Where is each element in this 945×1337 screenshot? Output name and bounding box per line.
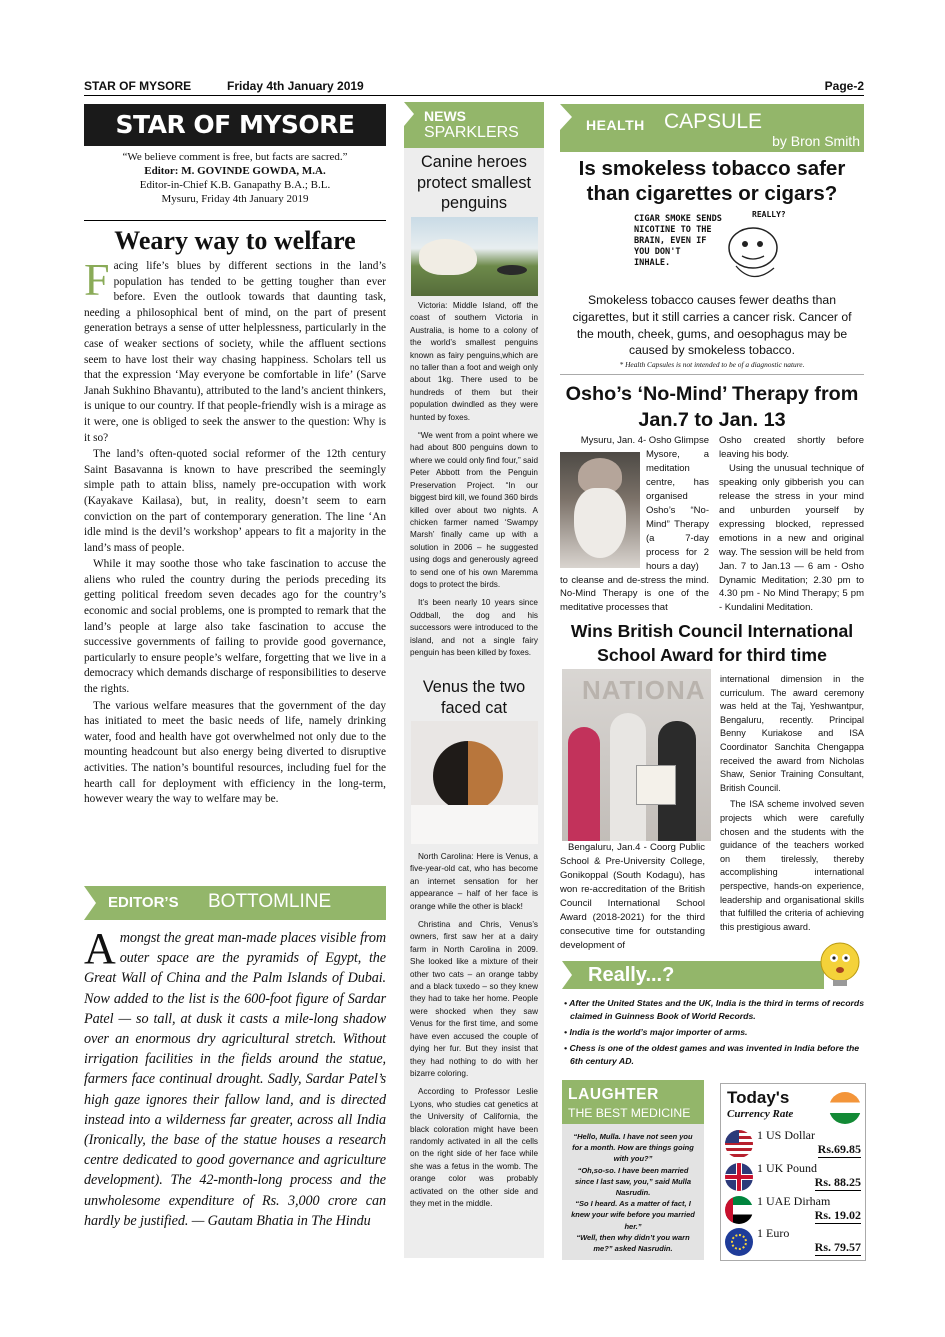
award-photo <box>562 669 711 841</box>
rate-value: Rs. 88.25 <box>814 1175 861 1189</box>
venus-headline: Venus the two faced cat <box>422 678 526 717</box>
sparklers-banner <box>404 102 544 148</box>
osho-photo <box>560 452 640 568</box>
health-label-1: HEALTH <box>586 117 645 133</box>
rate-row <box>725 1128 863 1160</box>
divider <box>84 220 386 221</box>
penguin-dog-photo <box>411 217 538 296</box>
masthead-info <box>84 150 386 206</box>
running-head-date: Friday 4th January 2019 <box>227 79 364 93</box>
cartoon-text: NICOTINE TO THE <box>634 225 712 235</box>
rate-row <box>725 1194 863 1226</box>
cartoon-text: INHALE. <box>634 258 671 268</box>
laughter-banner <box>562 1080 704 1124</box>
bottomline-banner <box>84 886 386 920</box>
joke-line: “Oh,so-so. I have been married since I last saw, you,” said Mulla Nasrudin. <box>574 1165 691 1198</box>
rate-row <box>725 1161 863 1193</box>
health-label-2: CAPSULE <box>664 110 763 133</box>
osho-right <box>719 434 864 615</box>
cartoon-balloon: REALLY? <box>752 210 786 219</box>
really-label: Really...? <box>588 964 675 986</box>
rate-value: Rs. 19.02 <box>814 1208 861 1222</box>
editorial-body <box>84 254 386 809</box>
editorial-title: Weary way to welfare <box>114 226 356 255</box>
penguin-shape <box>497 265 527 275</box>
story-paragraph: According to Professor Leslie Lyons, who studies cat genetics at the University of California, the black coloration might have been randomly activated in all the cells on the right side of her face while she was a fetus in the womb. The orange color was probably activated on the other side and they met in the middle. <box>410 1087 538 1208</box>
pillow <box>411 805 538 844</box>
rate-subtitle: Currency Rate <box>727 1108 794 1120</box>
rate-value: Rs. 79.57 <box>814 1240 861 1254</box>
rate-row <box>725 1226 863 1258</box>
fact-text: India is the world’s major importer of arms. <box>569 1027 748 1037</box>
chief-editor-line: Editor-in-Chief K.B. Ganapathy B.A.; B.L. <box>139 179 331 191</box>
list-item: • Chess is one of the oldest games and was invented in India before the 6th century AD. <box>564 1043 860 1066</box>
list-item: • After the United States and the UK, India is the third in terms of records claimed in Guinness Book of World Records. <box>564 998 865 1021</box>
council-right <box>720 673 864 934</box>
cartoon-text: CIGAR SMOKE SENDS <box>634 214 722 224</box>
banner-notch <box>404 102 414 126</box>
health-note: * Health Capsules is not intended to be of a diagnostic nature. <box>619 360 805 369</box>
laughter-joke <box>568 1131 698 1254</box>
banner-notch <box>562 961 572 989</box>
sparklers-label-1: NEWS <box>424 108 466 124</box>
council-paragraph: The ISA scheme involved seven projects which were carefully chosen and the students with the guidance of the teachers worked on them tirelessly, thereby accomplishing international perspective, hands-on experience, leadership and organisational skills that fulfilled the criteria of achieving this prestigious award. <box>720 799 864 932</box>
joke-line: “Well, then why didn’t you warn me?” asked Nasrudin. <box>576 1232 690 1254</box>
rate-unit: 1 UAE Dirham <box>757 1194 831 1208</box>
editorial-paragraph: acing life’s blues by different sections in the land’s population has tended to be getting tougher than ever before. Even the outlook towards that daunting task, needing a philosophical bent of mind, on the part of present generation betrays a sense of utter helplessness, particularly in the case of weaker sections of society, while the affluent sections seem to have lost their way chasing happiness. Scholars tell us that the expression ‘May everyone be comfortable in life’ (Sarve Janah Sukhino Bhavantu), attributed to the land’s ancient thinkers, is unique to our country. If that people-friendly wish is a mirage as it were, one is obliged to seek the answer to the question: Why is it so? <box>84 260 386 444</box>
certificate-shape <box>636 765 676 805</box>
health-byline: by Bron Smith <box>772 133 860 149</box>
laughter-label-2: THE BEST MEDICINE <box>568 1106 691 1120</box>
osho-headline: Osho’s ‘No-Mind’ Therapy from Jan.7 to Jan. 13 <box>565 383 859 431</box>
running-head <box>84 78 864 96</box>
penguin-headline: Canine heroes protect smallest penguins <box>416 153 531 212</box>
banner-notch <box>84 886 96 920</box>
laughter-label-1: LAUGHTER <box>568 1086 659 1103</box>
bottomline-text <box>84 924 386 1231</box>
osho-lead: Mysuru, Jan. 4- Osho Glimpse <box>580 435 709 446</box>
editorial-paragraph: The various welfare measures that the government of the day has initiated to meet the basic needs of life, namely drinking water, food and health have got overwhelmed not only due to the mounting headcount but also energy being diverted to disruptive activities. The nation’s bountiful resources, including fuel for the hearth call for deployment with efficiency in the long-term, however weary the way to welfare may be. <box>84 699 386 806</box>
rate-value: Rs.69.85 <box>817 1142 861 1156</box>
drop-cap: F <box>84 254 110 305</box>
us-flag-icon <box>725 1130 753 1158</box>
osho-paragraph: Osho created shortly before leaving his body. <box>719 435 864 460</box>
running-head-paper: STAR OF MYSORE <box>84 79 192 93</box>
motto: “We believe comment is free, but facts are sacred.” <box>122 151 348 163</box>
photo-backdrop-text: NATIONA <box>582 675 706 705</box>
health-cartoon <box>634 210 784 290</box>
masthead-title: STAR OF MYSORE <box>84 104 386 146</box>
india-flag-icon <box>829 1092 861 1124</box>
bottomline-label-2: BOTTOMLINE <box>208 891 332 912</box>
story-paragraph: Victoria: Middle Island, off the coast of southern Victoria in Australia, is home to a colony of the world’s smallest penguins known as fairy penguins,which are no taller than a foot and weigh only about 1kg. There used to be hundreds of them but their population dwindled as they were hunted by foxes. <box>410 301 538 422</box>
cartoon-figure-icon <box>722 222 784 288</box>
osho-continued: to cleanse and de-stress the mind. No-Mind Therapy is one of the meditative processes that <box>560 574 709 614</box>
dog-shape <box>419 239 477 275</box>
uk-flag-icon <box>725 1163 753 1191</box>
drop-cap: A <box>84 924 116 973</box>
editor-line: Editor: M. GOVINDE GOWDA, M.A. <box>144 165 326 177</box>
health-question: Is smokeless tobacco safer than cigarettes or cigars? <box>578 157 846 205</box>
really-banner <box>562 961 824 989</box>
fact-text: After the United States and the UK, India is the third in terms of records claimed in Guinness Book of World Records. <box>569 998 865 1021</box>
cartoon-text: YOU DON'T <box>634 247 681 257</box>
venus-cat-photo <box>411 721 538 844</box>
rate-unit: 1 UK Pound <box>757 1161 818 1175</box>
rate-title: Today's <box>727 1088 790 1107</box>
really-list <box>562 997 866 1071</box>
osho-left <box>560 434 709 615</box>
council-headline: Wins British Council International School Award for third time <box>570 621 854 665</box>
story-paragraph: It’s been nearly 10 years since Oddball, the dog and his successors were introduced to the island, and not a single fairy penguin has been killed by foxes. <box>410 598 538 657</box>
dateline: Mysuru, Friday 4th January 2019 <box>161 193 309 205</box>
uae-flag-icon <box>725 1196 753 1224</box>
fact-text: Chess is one of the oldest games and was invented in India before the 6th century AD. <box>569 1043 860 1066</box>
venus-story <box>410 851 538 1216</box>
joke-line: “So I heard. As a matter of fact, I knew your wife before you married her.” <box>571 1199 695 1231</box>
penguin-story <box>410 300 538 665</box>
banner-notch <box>560 104 572 130</box>
sparklers-label-2: SPARKLERS <box>424 124 519 141</box>
story-paragraph: “We went from a point where we had about 800 penguins down to where we could only find four,” said Peter Abbott from the Penguin Preservation Project. “In our biggest bird kill, we found 360 birds killed over about two nights. A chicken farmer named ‘Swampy Marsh’ finally came up with a solution in 2006 – he suggested using dogs and generously agreed to send one of his own Maremma dogs to protect the birds. <box>410 431 538 589</box>
rate-unit: 1 US Dollar <box>757 1128 815 1142</box>
editorial-paragraph: While it may soothe those who take fascination to accuse the aliens who ruled the country during the periods preceding its getting political freedom seven decades ago for the country’s economic and social problems, one is prompted to remark that the land’s people at large also take fascination to accuse the successive governments of failing to provide good governance, particularly to ensure people’s welfare, forgetting that we live in a democracy which demands discharge of responsibilities to deserve the rights. <box>84 558 386 696</box>
bottomline-label-1: EDITOR’S <box>108 894 179 911</box>
cat-face <box>433 741 503 811</box>
bottomline-body: mongst the great man-made places visible from outer space are the pyramids of Egypt, the Great Wall of China and the Palm Islands of Dubai. Now added to the list is the 600-foot figure of Sardar Patel — so tall, at dusk it casts a mile-long shadow over an enormous dry agricultural stretch. Without irrigation facilities in the fields around the statue, farmers face continual drought. Sadly, Sardar Patel’s high gaze ignores their fallow land, and is directed instead into a wilderness far greater, across all India (Ironically, the base of the statue houses a research centre dedicated to good governance and agriculture development). The 42-month-long process and the unwholesome expenditure of Rs. 3,000 crore can hardly be justified. — Gautam Bhatia in The Hindu <box>84 930 386 1229</box>
health-capsule-banner <box>560 104 864 152</box>
osho-wrap-text: Mysore, a meditation centre, has organised Osho’s “No-Mind” Therapy (a 7-day process for 2 hours a day) <box>646 448 709 572</box>
currency-rate-box <box>720 1083 866 1261</box>
eu-flag-icon <box>725 1228 753 1256</box>
story-paragraph: North Carolina: Here is Venus, a five-year-old cat, who has become an internet sensation for her appearance – half of her face is orange while the other is black! <box>410 852 538 911</box>
council-left: Bengaluru, Jan.4 - Coorg Public School & Pre-University College, Gonikoppal (South Kodagu), has won re-accreditation of the British Council International School Award (2018-2021) for the third consecutive time for outstanding development of <box>560 842 705 951</box>
health-text: Smokeless tobacco causes fewer deaths than cigarettes, but it still carries a cancer risk. Cancer of the mouth, cheek, gums, and oesophagus may be caused by smokeless tobacco. <box>572 293 852 358</box>
page-number: Page-2 <box>824 79 864 93</box>
osho-paragraph: Using the unusual technique of speaking only gibberish you can release the stress in your mind and unburden yourself by expressing blocked, repressed emotions in a new and original way. The session will be held from Jan. 7 to Jan.13 — 6 am - Osho Dynamic Meditation; 2.30 pm to 4.30 pm - No Mind Therapy; 5 pm - Kundalini Meditation. <box>719 462 864 614</box>
divider <box>560 374 864 375</box>
council-paragraph: international dimension in the curriculum. The award ceremony was held at the Taj, Yeshwantpur, Bengaluru, recently. Principal Benny Kuriakose and ISA Coordinator Sanchita Chengappa received the award from Nicholas Shaw, Senior Training Consultant, British Council. <box>720 674 864 793</box>
editorial-paragraph: The land’s often-quoted social reformer of the 12th century Saint Basavanna is known to have prescribed the seemingly simple path to attain bliss, namely pre-occupation with work (Kayakave Kailasa), but, in reality, doesn’t seem to earn conviction on the part of contemporary generation. The line ‘An idle mind is the devil’s workshop’ appears to fit a majority in the land’s mass of people. <box>84 448 386 554</box>
lightbulb-mascot-icon <box>816 940 864 990</box>
joke-line: “Hello, Mulla. I have not seen you for a month. How are things going with you?” <box>572 1132 694 1164</box>
rate-unit: 1 Euro <box>757 1226 790 1240</box>
laughter-box <box>562 1080 704 1260</box>
cartoon-text: BRAIN, EVEN IF <box>634 236 707 246</box>
story-paragraph: Christina and Chris, Venus’s owners, first saw her at a dairy farm in North Carolina in 2009. She looked like a mixture of their other two cats – an orange tabby and a black tuxedo – so they knew they had to take her home. People were shocked when they saw Venus for the first time, and some have even accused the couple of dying her fur. But they insist that they had nothing to do with her bizarre coloring. <box>410 920 538 1078</box>
list-item: • India is the world’s major importer of arms. <box>564 1027 748 1037</box>
person-shape <box>568 727 600 841</box>
